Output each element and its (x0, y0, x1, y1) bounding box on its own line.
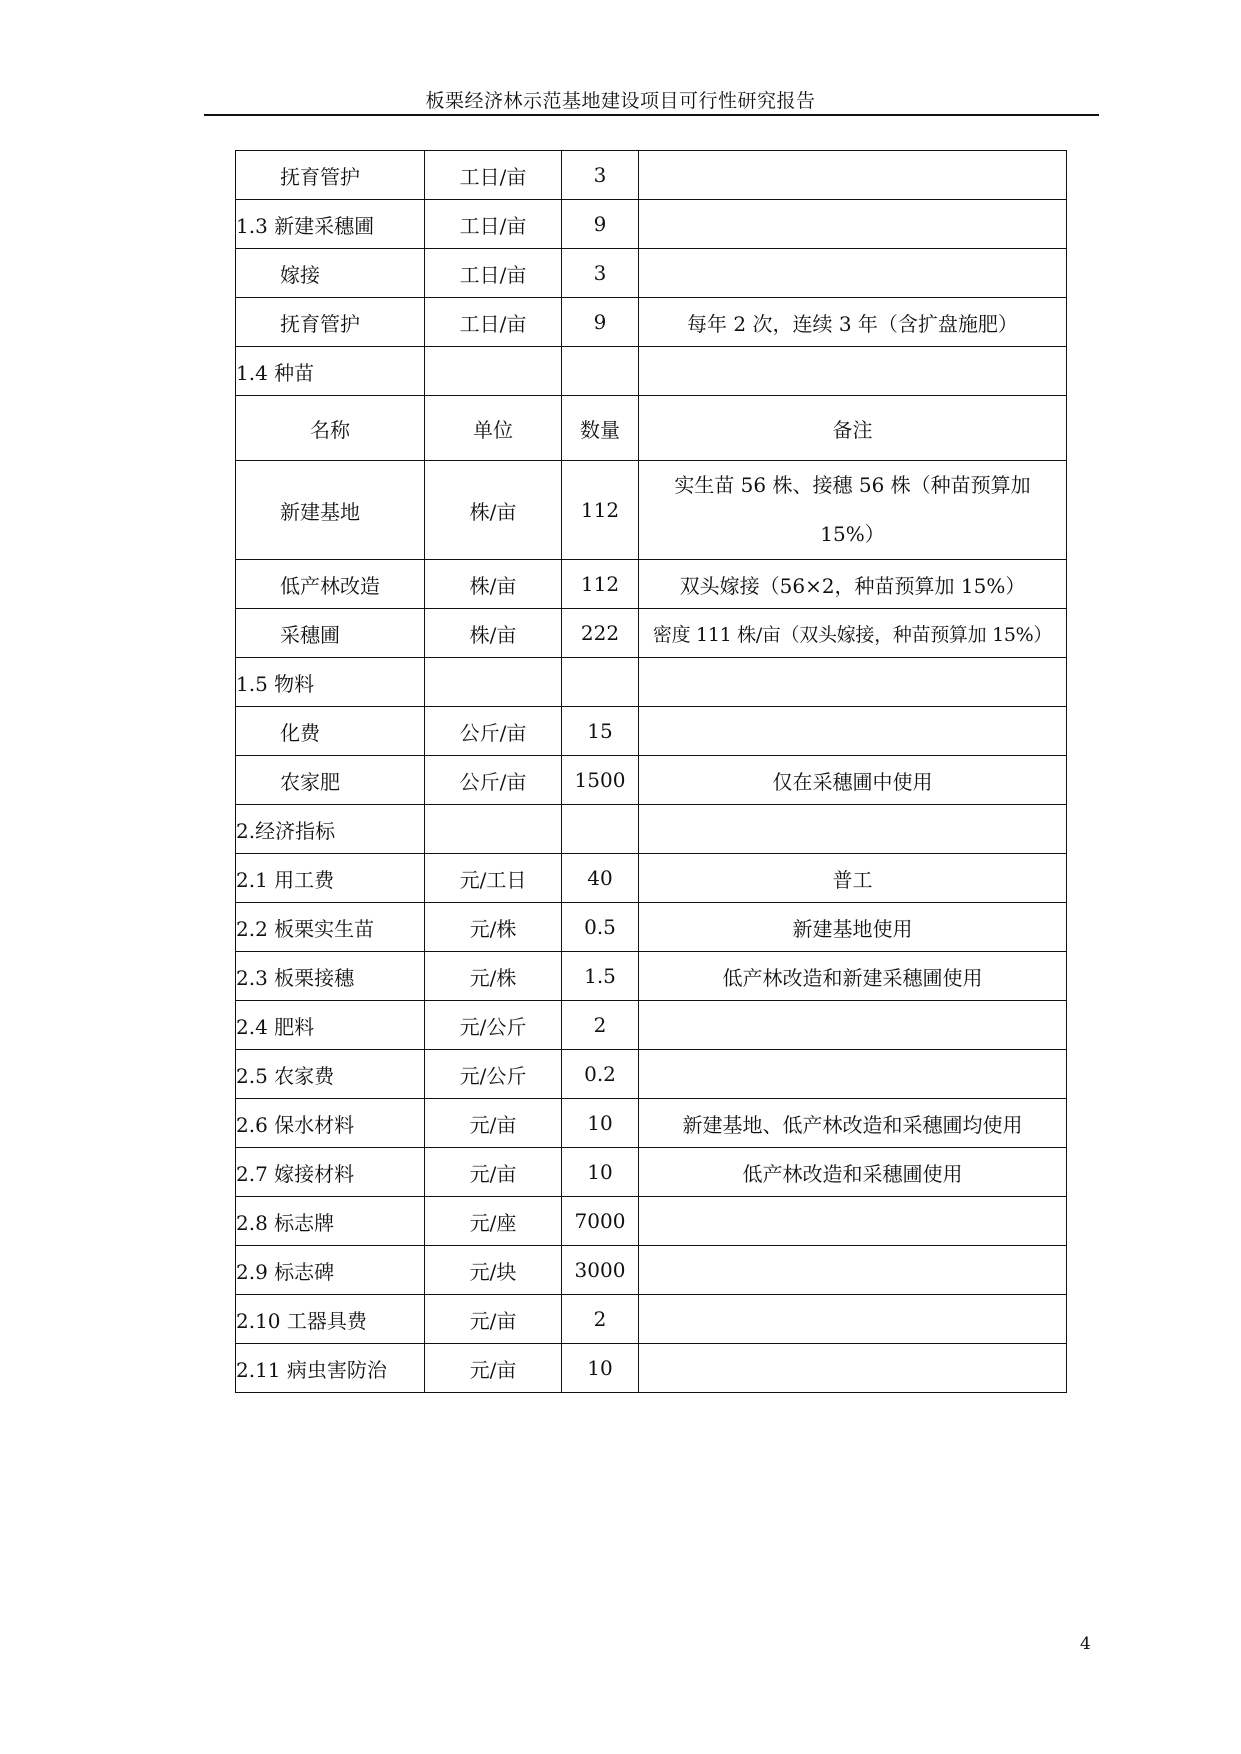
cell-quantity: 9 (562, 298, 639, 347)
cell-note (639, 1197, 1067, 1246)
cell-unit: 工日/亩 (425, 298, 562, 347)
cell-quantity (562, 805, 639, 854)
table-row (236, 249, 1067, 298)
cell-unit: 元/亩 (425, 1344, 562, 1393)
cell-note: 新建基地使用 (639, 903, 1067, 952)
table-row (236, 1001, 1067, 1050)
cell-quantity: 10 (562, 1099, 639, 1148)
cell-item: 嫁接 (236, 249, 425, 298)
cell-quantity: 15 (562, 707, 639, 756)
table-row (236, 854, 1067, 903)
cell-note (639, 249, 1067, 298)
cell-item: 2.2 板栗实生苗 (236, 903, 425, 952)
cell-note: 双头嫁接（56×2，种苗预算加 15%） (639, 560, 1067, 609)
cell-quantity: 2 (562, 1295, 639, 1344)
cell-quantity: 40 (562, 854, 639, 903)
cell-item: 名称 (236, 396, 425, 461)
cell-unit: 株/亩 (425, 560, 562, 609)
cell-item: 采穗圃 (236, 609, 425, 658)
cell-quantity: 1500 (562, 756, 639, 805)
cell-quantity: 10 (562, 1344, 639, 1393)
cell-unit: 元/亩 (425, 1148, 562, 1197)
cell-quantity: 112 (562, 560, 639, 609)
cell-quantity: 10 (562, 1148, 639, 1197)
cell-quantity: 2 (562, 1001, 639, 1050)
cell-unit: 元/亩 (425, 1099, 562, 1148)
cell-item: 抚育管护 (236, 298, 425, 347)
table-row (236, 952, 1067, 1001)
cell-quantity: 1.5 (562, 952, 639, 1001)
page-number: 4 (1080, 1634, 1091, 1654)
cell-note (639, 151, 1067, 200)
cell-unit: 公斤/亩 (425, 707, 562, 756)
cell-item: 2.3 板栗接穗 (236, 952, 425, 1001)
cell-item: 2.8 标志牌 (236, 1197, 425, 1246)
table-row (236, 707, 1067, 756)
cell-unit: 株/亩 (425, 609, 562, 658)
table-row (236, 461, 1067, 560)
table-row (236, 609, 1067, 658)
cell-unit (425, 347, 562, 396)
table-row (236, 560, 1067, 609)
cell-item: 2.5 农家费 (236, 1050, 425, 1099)
cell-unit: 株/亩 (425, 461, 562, 560)
cell-item: 低产林改造 (236, 560, 425, 609)
cell-item: 农家肥 (236, 756, 425, 805)
table-row (236, 1295, 1067, 1344)
cell-quantity: 222 (562, 609, 639, 658)
cell-unit: 元/株 (425, 903, 562, 952)
cell-unit: 元/块 (425, 1246, 562, 1295)
cell-note (639, 347, 1067, 396)
cell-unit: 元/公斤 (425, 1050, 562, 1099)
table-row (236, 756, 1067, 805)
table-row (236, 298, 1067, 347)
cell-item: 化费 (236, 707, 425, 756)
cell-quantity: 0.2 (562, 1050, 639, 1099)
cell-unit: 元/公斤 (425, 1001, 562, 1050)
cell-note: 低产林改造和采穗圃使用 (639, 1148, 1067, 1197)
cell-item: 2.11 病虫害防治 (236, 1344, 425, 1393)
cell-unit: 工日/亩 (425, 200, 562, 249)
table-row (236, 903, 1067, 952)
table-row (236, 1344, 1067, 1393)
cell-item: 2.10 工器具费 (236, 1295, 425, 1344)
table-header-row (236, 396, 1067, 461)
cell-item: 2.7 嫁接材料 (236, 1148, 425, 1197)
cell-unit: 公斤/亩 (425, 756, 562, 805)
cell-item: 2.经济指标 (236, 805, 425, 854)
cell-quantity: 0.5 (562, 903, 639, 952)
table-row (236, 347, 1067, 396)
cell-note (639, 707, 1067, 756)
cell-note: 低产林改造和新建采穗圃使用 (639, 952, 1067, 1001)
cell-item: 2.4 肥料 (236, 1001, 425, 1050)
cell-note: 备注 (639, 396, 1067, 461)
cell-note (639, 1295, 1067, 1344)
table-row (236, 1246, 1067, 1295)
cell-note (639, 1344, 1067, 1393)
cell-quantity: 9 (562, 200, 639, 249)
cell-quantity (562, 658, 639, 707)
cell-note: 每年 2 次，连续 3 年（含扩盘施肥） (639, 298, 1067, 347)
cell-note: 普工 (639, 854, 1067, 903)
cell-item: 2.6 保水材料 (236, 1099, 425, 1148)
cell-item: 抚育管护 (236, 151, 425, 200)
cell-note (639, 200, 1067, 249)
cell-note (639, 1001, 1067, 1050)
cell-note (639, 658, 1067, 707)
cell-quantity: 数量 (562, 396, 639, 461)
cell-unit: 单位 (425, 396, 562, 461)
cell-note: 实生苗 56 株、接穗 56 株（种苗预算加 15%） (639, 461, 1067, 560)
cell-quantity: 3 (562, 151, 639, 200)
page-header-title: 板栗经济林示范基地建设项目可行性研究报告 (425, 90, 816, 112)
table-row (236, 151, 1067, 200)
table-row (236, 1197, 1067, 1246)
table-row (236, 1050, 1067, 1099)
cell-note (639, 805, 1067, 854)
cell-quantity (562, 347, 639, 396)
cell-item: 1.5 物料 (236, 658, 425, 707)
cell-unit: 元/座 (425, 1197, 562, 1246)
cell-unit: 元/工日 (425, 854, 562, 903)
cell-quantity: 112 (562, 461, 639, 560)
cell-item: 2.9 标志碑 (236, 1246, 425, 1295)
table-row (236, 200, 1067, 249)
header-rule (204, 114, 1099, 116)
cell-note: 密度 111 株/亩（双头嫁接，种苗预算加 15%） (639, 609, 1067, 658)
table-row (236, 805, 1067, 854)
cell-unit: 工日/亩 (425, 249, 562, 298)
cell-item: 2.1 用工费 (236, 854, 425, 903)
table-row (236, 1148, 1067, 1197)
cell-unit (425, 658, 562, 707)
cell-unit (425, 805, 562, 854)
cell-item: 1.4 种苗 (236, 347, 425, 396)
cell-unit: 元/亩 (425, 1295, 562, 1344)
cell-unit: 元/株 (425, 952, 562, 1001)
table-body (236, 151, 1067, 1393)
cell-item: 新建基地 (236, 461, 425, 560)
cell-quantity: 3000 (562, 1246, 639, 1295)
cell-note: 仅在采穗圃中使用 (639, 756, 1067, 805)
cell-quantity: 3 (562, 249, 639, 298)
cell-quantity: 7000 (562, 1197, 639, 1246)
cell-unit: 工日/亩 (425, 151, 562, 200)
table-row (236, 1099, 1067, 1148)
cell-item: 1.3 新建采穗圃 (236, 200, 425, 249)
cell-note (639, 1050, 1067, 1099)
cell-note (639, 1246, 1067, 1295)
table-row (236, 658, 1067, 707)
parameter-table (235, 150, 1067, 1393)
cell-note: 新建基地、低产林改造和采穗圃均使用 (639, 1099, 1067, 1148)
